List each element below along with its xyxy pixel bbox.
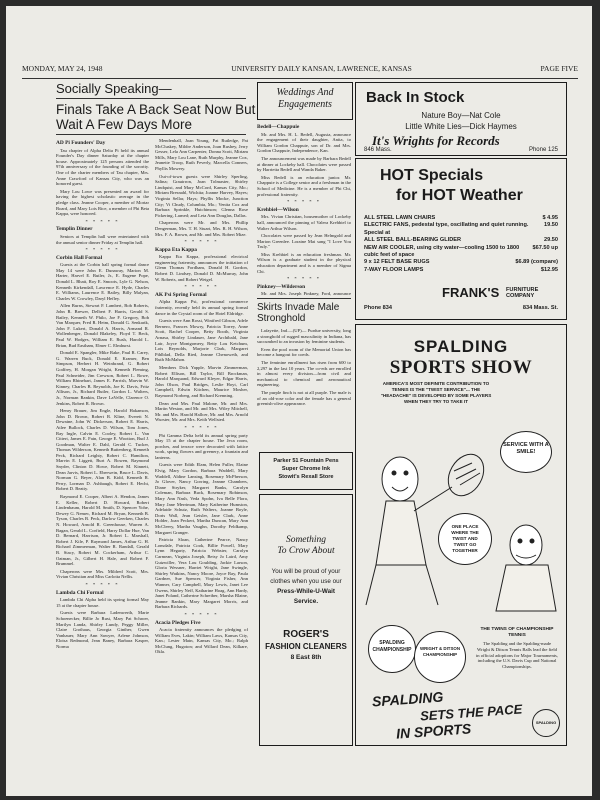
rogers-body: You will be proud of your clothes when you use our <box>270 568 342 585</box>
franks-item-row <box>364 222 558 237</box>
records-title: Back In Stock <box>366 89 465 106</box>
records-ad <box>355 82 567 156</box>
separator-stars: * * * * * <box>85 247 120 253</box>
records-line-1: Nature Boy—Nat Cole <box>421 111 501 120</box>
rogers-service: Press-While-U-Wait Service. <box>277 588 335 605</box>
header-page: PAGE FIVE <box>540 64 578 73</box>
franks-item-price: $67.50 up <box>532 244 558 251</box>
spalding-seal: SPALDING <box>532 709 560 737</box>
franks-items <box>364 215 558 274</box>
rogers-name-2: FASHION CLEANERS <box>265 642 347 651</box>
page-header <box>22 64 578 79</box>
parker-ad <box>259 452 353 490</box>
franks-item-row <box>364 237 558 244</box>
paragraph: The purple finch is not at all purple. The male is of an old-rose color and the female has a general greenish-olive appearance. <box>257 389 351 407</box>
newspaper-page <box>6 6 592 796</box>
spalding-title-1: SPALDING <box>413 337 509 356</box>
parker-line-2: Super Chrome Ink <box>281 466 331 472</box>
social-headline: Finals Take A Back Seat Now But Wait A Few Days More <box>56 102 256 132</box>
speech-bubble-2: ONE PLACE WHERE THE TWIST AND TWIST GO TOGETHER <box>438 513 492 565</box>
subhead: Krehbiel—Wilson <box>257 206 299 213</box>
paragraph: Mendenhall, Joan Young, Pat Rutledge, Pat McCluskey, Mildre Anderson, Joan Rushey, Jerry Gesser, Lela Ann Carpenter, Donna Scott, Miriam Mills, Mary Lou Lane, Ruth Murphy, Jeanne Cox, Jeanette Troop, Ruth Feverly, Marcella Conners, Phyllis Mowery. <box>155 138 248 171</box>
franks-title-2: for HOT Weather <box>396 187 523 204</box>
separator-stars: * * * * * <box>184 424 219 430</box>
section-title: Socially Speaking— <box>56 81 172 96</box>
franks-item-price: $6.89 (compare) <box>515 259 558 266</box>
paragraph: Chaperons were Mr. and Mrs. Phillip Dengerman, Mrs. T. H. Stuart, Mrs. R. H. Wilson, Mrs. F. A. Brown, and Mr. and Mrs. Robert Mize. <box>155 220 248 237</box>
records-script: It's Wrights for Records <box>372 133 500 148</box>
paragraph: Even the pool room of the Memorial Union has become a hangout for coeds. <box>257 346 351 358</box>
subhead: Acacia Pledges Five <box>155 619 201 626</box>
franks-item-row <box>364 267 558 274</box>
franks-item-name: ELECTRIC FANS, pedestal type, oscillating and quiet running. Special at <box>364 222 529 236</box>
subhead: Pinkney—Wilderson <box>257 283 306 290</box>
separator-stars: * * * * * <box>184 284 219 290</box>
franks-item-price: 19.50 <box>544 222 558 229</box>
skirts-column <box>257 328 351 444</box>
franks-subtitle: FURNITURE COMPANY <box>506 287 539 300</box>
twins-body: The Spalding and the Spalding-made Wright & Ditson Tennis Balls lead the field in official adoptions for Major Tournaments, including the U.S. Davis Cup and National Championships. <box>476 641 558 670</box>
headline-rule <box>56 134 246 135</box>
paragraph: Mr. and Mrs. H. L. Bedell, Augusta, announce the engagement of their daughter, Anita, to William Gordon Chappuie, son of Dr. and Mrs. Gordon Chappuie, Independence, Kan. <box>257 131 351 154</box>
franks-item-name: NEW AIR COOLER, using city water—cooling 1500 to 1800 cubic feet of space <box>364 244 520 259</box>
franks-item-row <box>364 215 558 222</box>
subhead: Corbin Hall Formal <box>56 254 103 261</box>
franks-address: 834 Mass. St. <box>522 305 558 311</box>
franks-ad <box>355 158 567 320</box>
paragraph: Raymond E. Cooper, Albert A. Hendon, James E. Keller, Robert D. Howard, Robert Lindenbaum, Harold M. Smith, D. Spencer Yohe, Dewey G. Nemec, Richard M. Bryan, Kenneth B. Tyson, Charles B. Peck, Darlow Geerken, Charles N. Howard, Arnold R. Greenhouse, Warren A. Bagan, Gerald L. Corfield, Harry Dollar Hue, Van D. Bernard, Harrison, Jr. Robert L. Marshall, Robert J. Kile, P. Raymond James, Arthur G. H. Richard Zimmerman, Walter R. Randall, Gerald B. Stacy, Robert M. Cockerham, Arthur C. Oatman, Jr., Gilbert H. Hale, and Robert F. Brummel. <box>56 494 149 567</box>
speech-bubble-1: SERVICE WITH A SMILE! <box>500 431 552 473</box>
slogan-1: SPALDING <box>371 688 444 710</box>
paragraph: Miss Bedell is an education junior. Mr. Chappuie is a College senior and a freshman in the School of Medicine. He is a member of Phi Chi, professional fraternity. <box>257 174 351 197</box>
paragraph: Guests were Edith Elam, Helen Fuller, Elaine Elvig, Mary Gordon, Barbara Waddell, Mary Waddell, Aldine Lansing, Rosemary McPherson, Jo Glover, Nancy Gorring, Jeanne Chambers, Diane Stryker, Margaret Banks, Carolyn Coleman, Barbara Buck, Rosemary Robinson, Mary Ann Nash, Veda Spohn, Iva Belle Flora, Mary Jane Merriman, Mary Katherine Humston, Adelaide Schutz, Ruth Walters, Joanne Boyle, Doris Wall, Jean Geisler, Jane Clark, Anne Holder, Joan Peckert, Martha Duncan, Mary Ann McCleery, Martha Vaughn, Dorothy Feldkamp, Margaret Granger. <box>155 462 248 535</box>
paragraph: Members Dick Yapple, Marvin Zimmerman, Robert Ellison, Bill Taylor, Bill Brockman, Harold Marquand, Edward Kleyer, Edgar Harris, John Olson, Paul Bridges, Leslie Hoyt, Carl Campbell, Edwin Kitchen, Maurice Mosher, Raymond Norberg, and Richard Krenning. <box>155 364 248 398</box>
separator-stars: * * * * * <box>184 239 219 245</box>
subhead: Kappa Eta Kappa <box>155 246 197 253</box>
franks-item-name: 9 x 12 FELT BASE RUGS <box>364 259 430 266</box>
weddings-column <box>257 122 351 296</box>
twins-heading: THE TWINS OF CHAMPIONSHIP TENNIS <box>480 627 554 638</box>
records-phone: Phone 125 <box>528 147 558 153</box>
spalding-ad <box>355 324 567 746</box>
paragraph: Patricia Sloan, Catherine Pearce, Nancy Lonsdale, Patricia Cook, Billie Powell, Mary Lynn Hegarty, Patricia Webster, Carolyn Carmean, Virginia Joseph, Betsy Jo Laird, Amy Gutzwiller, Vera Lou Goulding, Jackie Larson, Gloria Wessner, Harriet Wright, Jane Swingle, Shirley Watkins, Nancy Moore, Joyce Ray, Paula Gardner, Sue Spencer, Virginia Fisher, Ann Wanner, Cary Campbell, Mary Lewis, Janet Lee Owens, Shirley Neff, Katharine Hoag, Ann Hardy, Janet Poland, Catherine Schreiber, Marsha Blaine, Jeanne Rankin, Mary Margaret Morris, and Barbara Richards. <box>155 537 248 610</box>
separator-stars: * * * * * <box>85 581 120 587</box>
weddings-box <box>257 82 353 120</box>
franks-item-row <box>364 245 558 260</box>
paragraph: Henry Brauer, Jim Engle, Harold Hakanson, John D. Brown, Robert R. Kline, Everett N. Dewaine, John W. Dickerson, Robert E. Harris, Atlee Bullock, Charles D. Wilson, Tom Jones, Ray Ingle, Calvin E. Cooley, Robert L. Van Cittert, James E. Fain, George E. Wootton, Bud J. Goodman, Walter E. Dahl, Gerald C. Tucker, Thomas Wilderson, Kenneth Buttenberg, Kenneth Peck, Richard Leighty, Robert C. Hamilton, Marvin E. Liggett, Burt A. Bowen, Raymond Snyder, Clinton D. Howe, Robert M. Kinnett, Dean Jarvis, Robert L. Eberwein, Bruce L. Davis, Norman G. Beyer, Alan B. Kidd, Kenneth R. Perry, Lorman D. Ashbaugh, Robert E. Hecht, Robert D. Beatty. <box>56 408 149 492</box>
paragraph: Acacia fraternity announces the pledging of William Eves, Lakin; William Laws, Kansas City, Kan.; Lester Main, Kansas City, Mo.; Ralph McClung, Hugoton; and Willard Dean, Kilkare, Okla. <box>155 627 248 655</box>
spalding-ball: SPALDING CHAMPIONSHIP <box>368 625 416 673</box>
paragraph: The feminine enrollment has risen from 600 to 2,297 in the last 10 years. The co-eds are enrolled in almost every division—from civil and mechanical to chemical and aeronautical engineering. <box>257 359 351 388</box>
subhead: Bedell—Chappuie <box>257 124 300 130</box>
slogan-2: SETS THE PACE <box>419 701 523 724</box>
header-date: MONDAY, MAY 24, 1948 <box>22 64 103 73</box>
separator-stars: * * * * * <box>286 276 322 282</box>
paragraph: Seniors at Templin hall were entertained with the annual senior dinner Friday at Templin hall. <box>56 233 149 245</box>
subhead: AK Psi Spring Formal <box>155 291 207 298</box>
rogers-name: ROGER'S <box>283 629 329 640</box>
social-column-2 <box>155 138 248 750</box>
rogers-address: 8 East 8th <box>290 654 322 661</box>
subhead: Templin Dinner <box>56 226 93 233</box>
paragraph: Mary Lou Lowe was presented an award for having the highest scholastic average in the pledge class. Jeanne Cooper, a member of Mortar Board, and Mary Lois Rice, a member of Phi Beta Kappa, were honored. <box>56 188 149 217</box>
section-rule <box>56 98 246 99</box>
paragraph: Tau chapter of Alpha Delta Pi held its annual Founder's Day dinner Saturday at the chapter house. Approximately 125 persons attended the 97th anniversary of the founding of the sorority. One of the charter members of Tau chapter, Mrs. Anne Crawford of Kansas City, who was an honored guest. <box>56 147 149 187</box>
records-address: 846 Mass. <box>364 147 392 153</box>
paragraph: Kappa Eta Kappa, professional electrical engineering fraternity, announces the initiation of Glenn Thomas Fordham, Donald H. Gordon, Robert D. Lindsey, Donald D. McMurray, John W. Roberts, and Robert Weigel. <box>155 254 248 282</box>
subhead: AD Pi Founders' Day <box>56 140 106 146</box>
rogers-line-2: To Crow About <box>277 546 335 556</box>
franks-item-name: ALL STEEL BALL-BEARING GLIDER <box>364 237 462 244</box>
paragraph: Phi Gamma Delta held its annual spring party May 15 at the chapter house. The Jeca room, porches, and terrace were decorated with lattice work, spring flowers and greenery, a fountain and lanterns. <box>155 432 248 460</box>
paragraph: Alpha Kappa Psi, professional commerce fraternity, recently held its annual spring formal dance in the Crystal room of the Hotel Eldridge. <box>155 299 248 316</box>
header-paper: UNIVERSITY DAILY KANSAN, LAWRENCE, KANSAS <box>231 64 412 73</box>
rogers-line-1: Something <box>285 535 327 545</box>
parker-line-1: Parker 51 Fountain Pens <box>273 458 339 464</box>
paragraph: Guests were Barbara Ladenwerth, Marie Schoenecker, Billie Jo Rust, Mary Pat Schroer, Marilyn Landa, Shirley Lundy, Peggy Miller, Claire Grothaus, Georgia Ginther, Gwen Vanhauer, Mary Ann Sawyer, Arlene Johnson, Eloisa Redmond, Jean Baney, Barbara Kasper, Norma <box>56 610 149 649</box>
paragraph: Lambda Chi Alpha held its spring formal May 15 at the chapter house. <box>56 597 149 608</box>
paragraph: Chaperons were Mrs. Mildred Scott, Mrs. Vivian Christian and Miss Carlotta Nellis. <box>56 568 149 580</box>
subhead: Lambda Chi Formal <box>56 589 104 596</box>
wright-ditson-ball: WRIGHT & DITSON CHAMPIONSHIP <box>414 631 466 683</box>
franks-item-price: $ 4.95 <box>542 215 558 221</box>
franks-name: FRANK'S <box>442 285 500 300</box>
paragraph: Out-of-town guests were Shirley Sperling, Salina; Grauirron, Joan Tolmaster, Shirley Lindquist, and Mary McCord, Kansas City, Mo.; Miriam Bresnahl, Wichita; Joanne Harvey, Hayes; Virginia Sellar, Hays; Phyllis Mocke, Junction City; Vi Chudy, Columbia, Mo.; Venita Cox and Barbara Sprinkle, Hutchinson; Glenna Rose Pickering, Larned; and Leta Ann Douglas, Dallas. <box>155 173 248 218</box>
separator-stars: * * * * * <box>85 218 120 224</box>
paragraph: Mrs. Vivian Christian, housemother of Lockeby hall, announced the pinning of Valera Krehbiel to Walter Arthur Wilson. <box>257 214 351 231</box>
paragraph: Guests at the Corbin hall spring formal dance May 14 were John E. Dunaway, Marion M. Harter, Harvel E. Butler, Jr., E. Eugene Pope, Donald L. Bhatt, Roy E. Smoots, Lyle G. Nelson, Kenneth Kirkendall, Lawrence E. Hyde, Charles E. Williams, Laurence E. Bailey, Billy Malyan, Charles W. Crowley, Daryl Hefley. <box>56 262 149 301</box>
weddings-title: Weddings And Engagements <box>276 87 334 110</box>
paragraph: Chocolates were passed by Jean Helmgold and Marion Greenlee. Loraine Mai sang "I Love You Truly." <box>257 233 351 250</box>
paragraph: Mr. and Mrs. Joseph Pinkney, Ford, announce <box>261 291 351 296</box>
franks-title-1: HOT Specials <box>380 167 484 184</box>
paragraph: The announcement was made by Barbara Bedell at dinner at Lockeby hall. Chocolates were passed by Harrietta Bedell and Wanda Baker. <box>257 155 351 173</box>
paragraph: Miss Krehbiel is an education freshman. Mr. Wilson is a graduate student in the physical education department and is a member of Sigma Chi. <box>257 251 351 274</box>
skirts-headline: Skirts Invade Male Stronghold <box>257 302 340 324</box>
paragraph: Allen Burns, Stewart F. Lambert, Bob Roberts, John R. Brewer, Delbert F. Harris, Gerald S. Bailey, Kenneth W. Philo, Joe F. Gregory, Bob Van Marquer, Fred R. Heim, Donald G. Senkarik, John F. Lukert, Donald A. Harris, Armand R. Wollenberger, Donald Blakeley, Floyd T. Beck, Paul W. Hodges, William E. Rush, Harold L. Brian, Bud Eastham, Elmer C. Elmhurst. <box>56 303 149 348</box>
franks-item-price: 29.50 <box>544 237 558 244</box>
spalding-title-2: SPORTS SHOW <box>389 357 533 378</box>
franks-item-name: 7-WAY FLOOR LAMPS <box>364 266 424 273</box>
paragraph: Dean and Mrs. Paul Malone, Mr. and Mrs. Martin Weston, and Mr. and Mrs. Wiley Mitchell, Mr. and Mrs. Harold Hallcer, Mr. and Mrs. Arnold Wurster, Mr. and Mrs. Keith Wellsted. <box>155 400 248 423</box>
records-line-2: Little White Lies—Dick Haymes <box>405 122 517 131</box>
slogan-3: IN SPORTS <box>395 720 472 742</box>
paragraph: Donald E. Spangler, Mike Rake, Paul R. Carey, G. Warren Buck, Donald E. Kramer, Ben Simpson, Herbert H. Weinbrand, G. Robert Godfrey, H. Morgan Wright, Kenneth Fleming, Paul Schneider, Jim Crewson, Robert L. Rowe, William Rhinehart, James E. Parrish, Marvin W. Kinney, Charles B. Reynolds, Joe K. Davis, Fritz Allison, Jr., Richard Butler, Gordon L. Walters, Jr., Norman Rankin, Dave LaVelle, Clarence O. Jenkins, Robert R. Brown. <box>56 350 149 406</box>
spalding-subtitle: AMERICA'S MOST DEFINITE CONTRIBUTION TO TENNIS IS THE "TWIST SERVICE"... THE "HEADACHE" IS DEVELOPED BY SOME PLAYERS WHEN THEY TRY TO TAKE IT <box>380 381 492 404</box>
parker-line-3: Stowit's Rexall Store <box>278 474 334 480</box>
separator-stars: * * * * * <box>286 199 322 205</box>
paragraph: Guests were Ann Rossi, Winifred Gibson, Adele Bernero, Frances Mowry, Patricia Torrey, Anne Scott, Rachel Cooper, Betty Booth, Virginia Arnasa, Shirley Lindauer, Jane Archibald, Jane Lair, Joyce Montgomery, Betty Lou Ketchum, Lois Reynolds, Marjorie Clark, Margaret Pihlblad, Della Ried, Jeanne Chenoweth, and Ruth McMahon. <box>155 318 248 363</box>
franks-item-row <box>364 259 558 266</box>
skirts-rule <box>257 298 351 299</box>
franks-item-price: $12.95 <box>540 266 558 273</box>
rogers-ad <box>259 494 353 746</box>
social-column-1 <box>56 138 149 750</box>
separator-stars: * * * * * <box>184 611 219 617</box>
franks-phone: Phone 834 <box>364 305 392 311</box>
paragraph: Lafayette, Ind.—(UP)— Purdue university, long a stronghold of rugged masculinity in Indiana, has succumbed to an invasion by feminine students. <box>257 328 351 345</box>
franks-item-name: ALL STEEL LAWN CHAIRS <box>364 215 436 221</box>
